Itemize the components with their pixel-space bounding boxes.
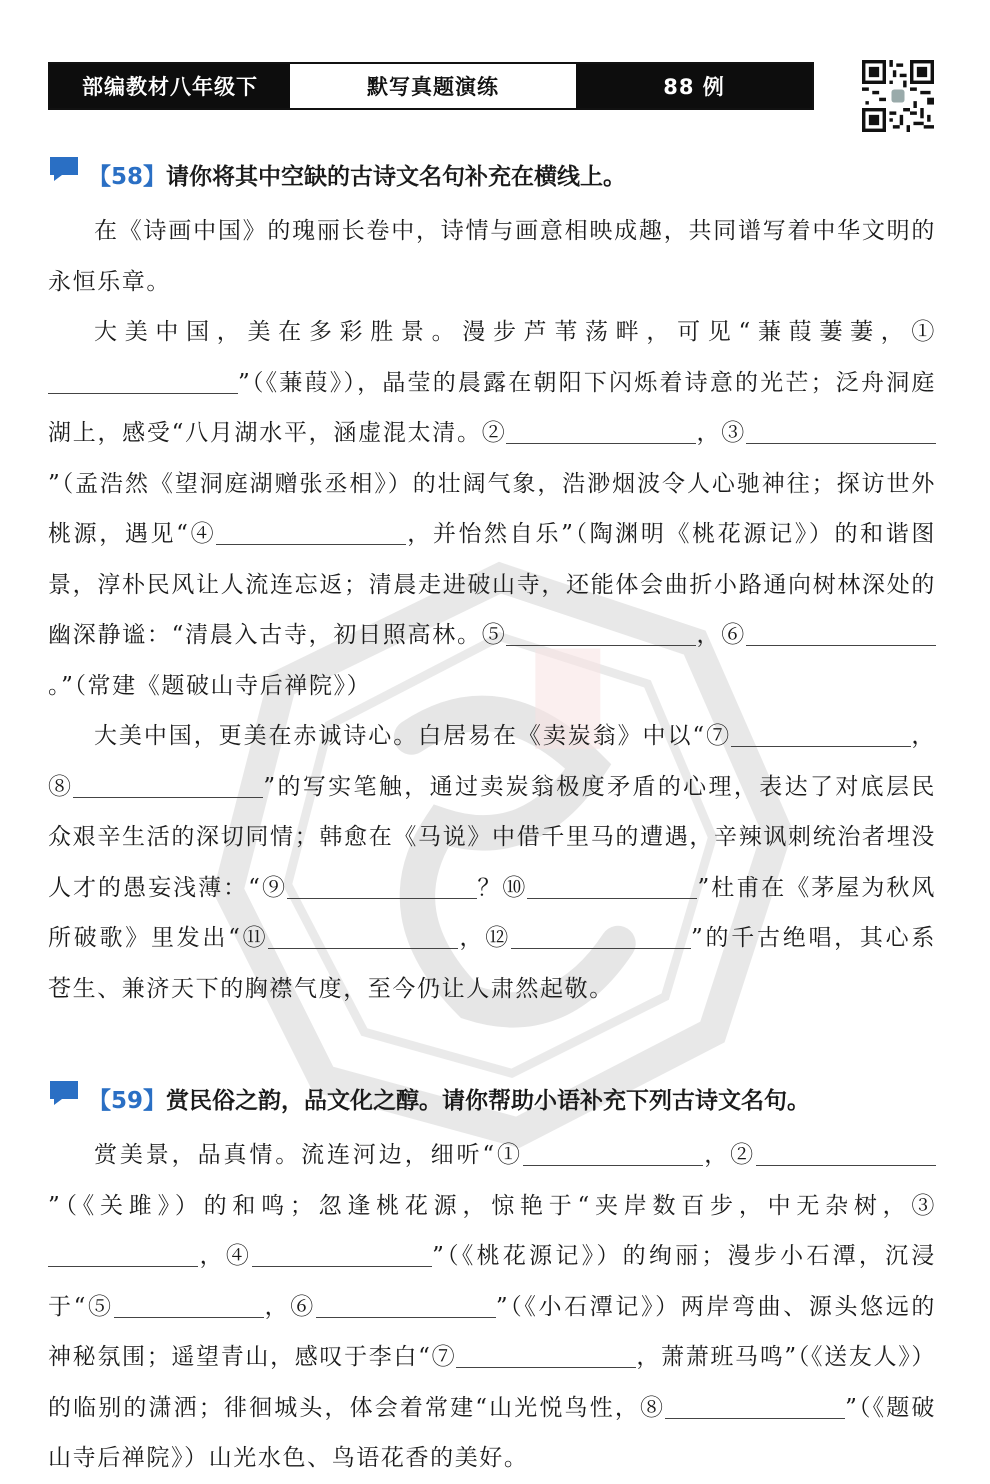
blank-1[interactable] — [523, 1139, 703, 1166]
header-count: 88 例 — [576, 64, 812, 108]
q58-paragraph-2: 大美中国，美在多彩胜景。漫步芦苇荡畔，可见“蒹葭萋萋，①”（《蒹葭》），晶莹的晨露在朝阳下闪烁着诗意的光芒；泛舟洞庭湖上，感受“八月湖水平，涵虚混太清。② ，③”（孟浩然《望洞庭湖赠张丞相》）的壮阔气象，浩渺烟波令人心驰神往；探访世外桃源，遇见“④ ，并怡然自乐”（陶渊明《桃花源记》）的和谐图景，淳朴民风让人流连忘返；清晨走进破山寺，还能体会曲折小路通向树林深处的幽深静谧：“清晨入古寺，初日照高林。⑤ ，⑥。”（常建《题破山寺后禅院》） — [48, 319, 936, 699]
blank-7[interactable] — [731, 720, 911, 747]
blank-3[interactable] — [48, 1240, 198, 1267]
q58-heading — [48, 158, 626, 191]
blank-4[interactable] — [216, 518, 406, 545]
q59-number: 【59】 — [88, 1088, 167, 1114]
q58-title: 请你将其中空缺的古诗文名句补充在横线上。 — [166, 164, 627, 190]
blank-8[interactable] — [665, 1392, 845, 1419]
speech-flag-icon — [48, 1079, 80, 1107]
blank-6[interactable] — [316, 1291, 496, 1318]
blank-1[interactable] — [48, 367, 238, 394]
blank-8[interactable] — [73, 771, 263, 798]
blank-10[interactable] — [527, 872, 697, 899]
speech-flag-icon — [48, 155, 80, 183]
q58-paragraph-1: 在《诗画中国》的瑰丽长卷中，诗情与画意相映成趣，共同谱写着中华文明的永恒乐章。 — [48, 218, 936, 295]
header-grade: 部编教材八年级下 — [50, 64, 290, 108]
blank-7[interactable] — [456, 1341, 636, 1368]
blank-4[interactable] — [252, 1240, 432, 1267]
q58-number: 【58】 — [88, 164, 167, 190]
q58-paragraph-3: 大美中国，更美在赤诚诗心。白居易在《卖炭翁》中以“⑦ ，⑧ ”的写实笔触，通过卖炭翁极度矛盾的心理，表达了对底层民众艰辛生活的深切同情；韩愈在《马说》中借千里马的遭遇，辛辣讽刺统治者埋没人才的愚妄浅薄：“⑨ ？⑩ ”杜甫在《茅屋为秋风所破歌》里发出“⑪ ，⑫ ”的千古绝唱，其心系苍生、兼济天下的胸襟气度，至今仍让人肃然起敬。 — [48, 711, 936, 1014]
blank-5[interactable] — [114, 1291, 264, 1318]
header-bar — [48, 62, 814, 110]
qr-code-icon — [862, 60, 934, 132]
q58-body — [48, 206, 936, 1014]
blank-2[interactable] — [506, 417, 696, 444]
blank-3[interactable] — [746, 417, 936, 444]
q59-body — [48, 1130, 936, 1484]
q59-paragraph-1: 赏美景，品真情。流连河边，细听“① ，②”（《关雎》）的和鸣；忽逢桃花源，惊艳于“夹岸数百步，中无杂树，③，④ ”（《桃花源记》）的绚丽；漫步小石潭，沉浸于“⑤ ，⑥ ”（《小石潭记》）两岸弯曲、源头悠远的神秘氛围；遥望青山，感叹于李白“⑦ ，萧萧班马鸣”（《送友人》）的临别的潇洒；徘徊城头，体会着常建“山光悦鸟性，⑧ ”（《题破山寺后禅院》）山光水色、鸟语花香的美好。 — [48, 1130, 936, 1484]
blank-2[interactable] — [756, 1139, 936, 1166]
header-topic: 默写真题演练 — [290, 64, 576, 108]
blank-9[interactable] — [287, 872, 477, 899]
blank-5[interactable] — [506, 619, 696, 646]
blank-12[interactable] — [511, 922, 691, 949]
q59-title: 赏民俗之韵，品文化之醇。请你帮助小语补充下列古诗文名句。 — [166, 1088, 811, 1114]
q59-heading — [48, 1082, 810, 1115]
blank-6[interactable] — [746, 619, 936, 646]
blank-11[interactable] — [268, 922, 458, 949]
